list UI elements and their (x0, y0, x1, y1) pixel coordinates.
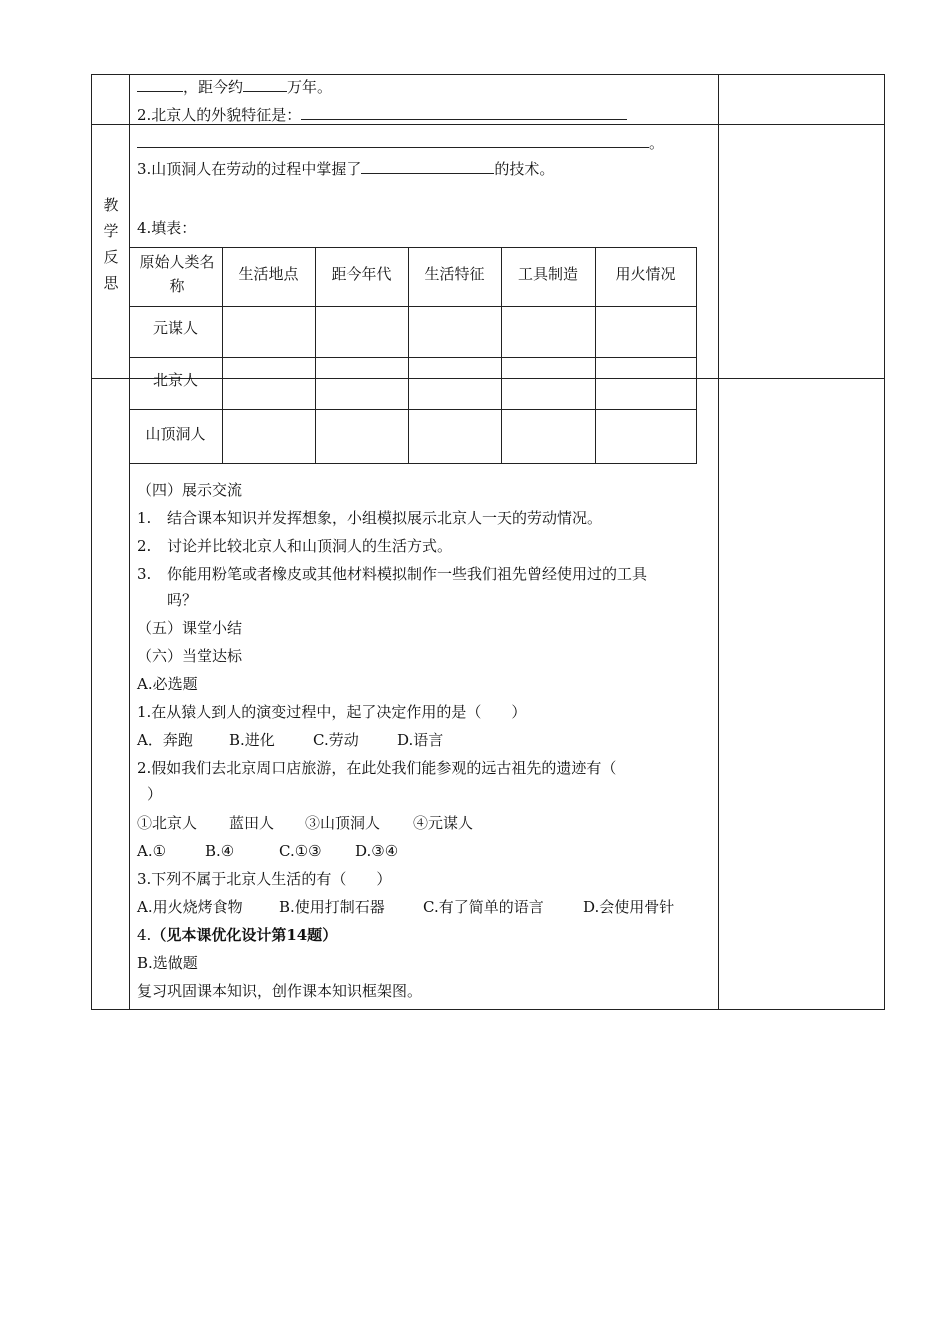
list-item: 3. 你能用粉笔或者橡皮或其他材料模拟制作一些我们祖先曾经使用过的工具 (137, 565, 648, 583)
q3-line: 3.山顶洞人在劳动的过程中掌握了 的技术。 (137, 160, 555, 178)
q2-line: 2.北京人的外貌特征是： (137, 104, 627, 125)
mc-options-1: A．奔跑 B.进化 C.劳动 D.语言 (137, 731, 444, 749)
table-row-label: 山顶洞人 (145, 425, 206, 443)
part-b-title: B.选做题 (137, 954, 198, 972)
section-6-title: （六）当堂达标 (137, 647, 243, 665)
side-char: 学 (103, 222, 119, 240)
section-5-title: （五）课堂小结 (137, 619, 243, 637)
mc-question-1: 1.在从猿人到人的演变过程中，起了决定作用的是（ ） (137, 703, 527, 721)
mc-question-4: 4.（见本课优化设计第14题） (137, 926, 338, 944)
table-header: 生活特征 (424, 265, 485, 283)
blank-line[interactable] (361, 158, 494, 174)
table-col-line (696, 247, 697, 464)
mc-items-2: ①北京人 蓝田人 ③山顶洞人 ④元谋人 (137, 814, 474, 832)
blank-line[interactable] (137, 132, 649, 148)
list-item: 1. 结合课本知识并发挥想象，小组模拟展示北京人一天的劳动情况。 (137, 509, 603, 527)
table-header: 距今年代 (331, 265, 392, 283)
q2-continuation: 。 (137, 132, 664, 153)
mc-question-3: 3.下列不属于北京人生活的有（ ） (137, 870, 392, 888)
table-border (129, 409, 697, 410)
table-header: 生活地点 (238, 265, 299, 283)
table-border (129, 463, 697, 464)
blank-line[interactable] (243, 76, 287, 92)
side-char: 教 (103, 196, 119, 214)
section-4-title: （四）展示交流 (137, 481, 243, 499)
mc-options-2: A.① B.④ C.①③ D.③④ (137, 842, 399, 860)
outer-top-border (91, 74, 885, 75)
table-border (129, 247, 697, 248)
table-header: 原始人类名称 (139, 253, 215, 295)
table-header: 用火情况 (615, 265, 676, 283)
side-label-teaching-reflection (92, 192, 130, 296)
list-item: 2. 讨论并比较北京人和山顶洞人的生活方式。 (137, 537, 453, 555)
mc-question-2: 2.假如我们去北京周口店旅游，在此处我们能参观的远古祖先的遗迹有（ (137, 759, 617, 777)
table-header: 工具制造 (517, 265, 578, 283)
table-border (129, 306, 697, 307)
outer-right-border (884, 74, 885, 1010)
blank-line[interactable] (301, 104, 627, 120)
mc-question-2-continuation: ） (147, 785, 163, 803)
table-border (129, 357, 697, 358)
list-item-continuation: 吗？ (167, 591, 198, 609)
blank-line[interactable] (137, 76, 183, 92)
part-b-text: 复习巩固课本知识，创作课本知识框架图。 (137, 982, 423, 1000)
part-a-title: A.必选题 (137, 675, 198, 693)
table-row-label: 北京人 (152, 371, 198, 389)
col-divider-right (718, 74, 719, 1010)
table-row-label: 元谋人 (152, 319, 198, 337)
outer-bottom-border (91, 1009, 885, 1010)
q1-tail-line: ，距今约 万年。 (137, 76, 332, 97)
side-char: 反 (103, 248, 119, 266)
mc-options-3: A.用火烧烤食物 B.使用打制石器 C.有了简单的语言 D.会使用骨针 (137, 898, 675, 916)
q4-label: 4.填表： (137, 219, 197, 237)
side-char: 思 (103, 274, 119, 292)
